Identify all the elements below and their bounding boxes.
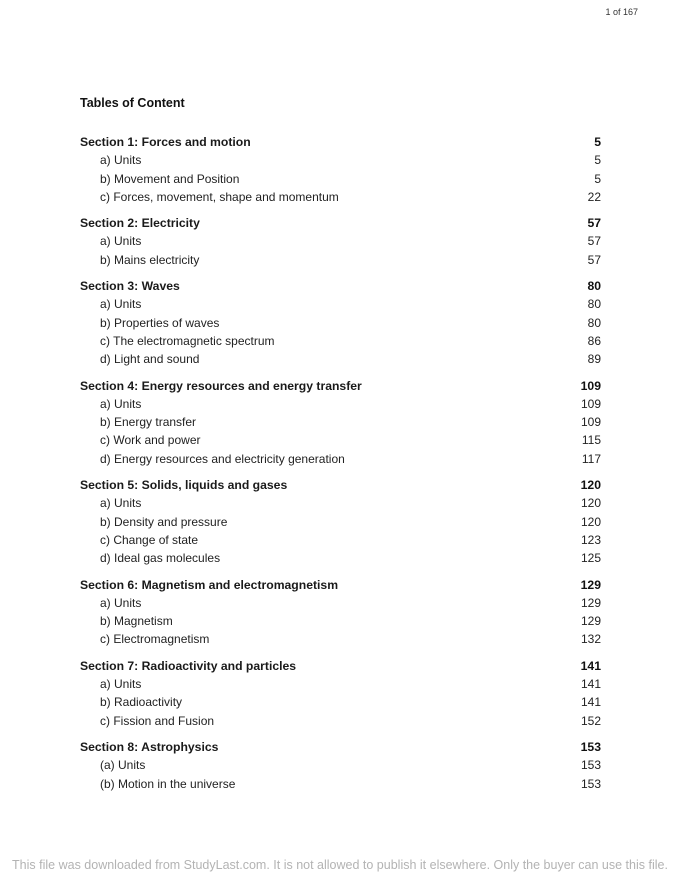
toc-entry[interactable] — [80, 549, 601, 567]
entry-page-number: 57 — [587, 252, 601, 267]
entry-label: d) Light and sound — [100, 352, 200, 367]
toc-entry[interactable] — [80, 395, 601, 413]
entry-page-number: 117 — [581, 451, 601, 466]
toc-entry[interactable] — [80, 630, 601, 648]
section-title: Section 6: Magnetism and electromagnetism — [80, 577, 339, 592]
entry-label: b) Density and pressure — [100, 514, 228, 529]
entry-page-number: 5 — [594, 171, 601, 186]
section-title: Section 5: Solids, liquids and gases — [80, 478, 288, 493]
entry-label: b) Radioactivity — [100, 695, 183, 710]
toc-section-heading[interactable] — [80, 377, 601, 395]
entry-label: b) Energy transfer — [100, 415, 197, 430]
entry-page-number: 123 — [580, 532, 601, 547]
toc-section-8 — [80, 738, 601, 793]
toc-entry[interactable] — [80, 612, 601, 630]
entry-page-number: 80 — [587, 297, 601, 312]
section-title: Section 3: Waves — [80, 279, 180, 294]
entry-page-number: 132 — [580, 632, 601, 647]
toc-list — [80, 133, 601, 801]
toc-entry[interactable] — [80, 295, 601, 313]
toc-entry[interactable] — [80, 531, 601, 549]
entry-page-number: 57 — [587, 234, 601, 249]
toc-entry[interactable] — [80, 450, 601, 468]
entry-label: a) Units — [100, 234, 142, 249]
entry-label: c) Fission and Fusion — [100, 713, 215, 728]
section-page-number: 57 — [587, 216, 601, 231]
toc-entry[interactable] — [80, 314, 601, 332]
toc-entry[interactable] — [80, 494, 601, 512]
entry-label: c) Change of state — [100, 532, 199, 547]
toc-entry[interactable] — [80, 413, 601, 431]
toc-section-heading[interactable] — [80, 657, 601, 675]
toc-title: Tables of Content — [80, 96, 185, 110]
entry-page-number: 120 — [580, 496, 601, 511]
toc-entry[interactable] — [80, 232, 601, 250]
toc-entry[interactable] — [80, 251, 601, 269]
entry-label: (a) Units — [100, 758, 146, 773]
toc-section-heading[interactable] — [80, 214, 601, 232]
toc-entry[interactable] — [80, 756, 601, 774]
toc-section-1 — [80, 133, 601, 206]
section-title: Section 1: Forces and motion — [80, 135, 251, 149]
entry-label: a) Units — [100, 153, 142, 168]
entry-label: d) Energy resources and electricity generation — [100, 451, 345, 466]
section-page-number: 129 — [580, 577, 601, 592]
entry-page-number: 141 — [580, 677, 601, 692]
entry-label: b) Properties of waves — [100, 315, 220, 330]
entry-page-number: 129 — [580, 614, 601, 629]
toc-section-6 — [80, 576, 601, 649]
section-page-number: 5 — [594, 135, 601, 149]
toc-entry[interactable] — [80, 188, 601, 206]
toc-entry[interactable] — [80, 775, 601, 793]
toc-entry[interactable] — [80, 675, 601, 693]
entry-page-number: 153 — [580, 776, 601, 791]
section-page-number: 153 — [580, 739, 601, 754]
section-page-number: 141 — [580, 658, 601, 673]
download-notice-footer: This file was downloaded from StudyLast.com. It is not allowed to publish it elsewhere. Only the buyer can use this file. — [12, 858, 668, 872]
toc-section-heading[interactable] — [80, 738, 601, 756]
entry-label: c) Work and power — [100, 433, 201, 448]
entry-page-number: 153 — [580, 758, 601, 773]
entry-page-number: 22 — [587, 189, 601, 204]
entry-label: a) Units — [100, 297, 142, 312]
entry-label: b) Movement and Position — [100, 171, 240, 186]
toc-entry[interactable] — [80, 332, 601, 350]
entry-page-number: 129 — [580, 595, 601, 610]
entry-label: (b) Motion in the universe — [100, 776, 236, 791]
entry-label: b) Mains electricity — [100, 252, 200, 267]
section-page-number: 109 — [580, 378, 601, 393]
entry-page-number: 141 — [580, 695, 601, 710]
toc-section-heading[interactable] — [80, 133, 601, 151]
section-title: Section 7: Radioactivity and particles — [80, 658, 297, 673]
toc-entry[interactable] — [80, 712, 601, 730]
entry-label: c) The electromagnetic spectrum — [100, 333, 275, 348]
toc-section-3 — [80, 277, 601, 368]
entry-label: a) Units — [100, 396, 142, 411]
entry-page-number: 125 — [580, 551, 601, 566]
entry-page-number: 152 — [580, 713, 601, 728]
entry-label: c) Forces, movement, shape and momentum — [100, 189, 339, 204]
toc-entry[interactable] — [80, 350, 601, 368]
entry-page-number: 80 — [587, 315, 601, 330]
entry-page-number: 86 — [587, 333, 601, 348]
entry-page-number: 5 — [594, 153, 601, 168]
toc-entry[interactable] — [80, 170, 601, 188]
toc-entry[interactable] — [80, 151, 601, 169]
toc-section-7 — [80, 657, 601, 730]
entry-page-number: 89 — [587, 352, 601, 367]
section-page-number: 80 — [587, 279, 601, 294]
toc-section-heading[interactable] — [80, 476, 601, 494]
entry-page-number: 115 — [581, 433, 601, 448]
entry-label: a) Units — [100, 496, 142, 511]
section-title: Section 2: Electricity — [80, 216, 200, 231]
entry-label: c) Electromagnetism — [100, 632, 210, 647]
toc-section-5 — [80, 476, 601, 567]
entry-label: d) Ideal gas molecules — [100, 551, 221, 566]
toc-entry[interactable] — [80, 693, 601, 711]
section-title: Section 4: Energy resources and energy transfer — [80, 378, 362, 393]
section-page-number: 120 — [580, 478, 601, 493]
entry-label: a) Units — [100, 677, 142, 692]
entry-label: b) Magnetism — [100, 614, 173, 629]
section-title: Section 8: Astrophysics — [80, 739, 219, 754]
toc-section-heading[interactable] — [80, 277, 601, 295]
entry-label: a) Units — [100, 595, 142, 610]
page-counter: 1 of 167 — [605, 7, 638, 17]
toc-section-2 — [80, 214, 601, 269]
toc-entry[interactable] — [80, 431, 601, 449]
toc-section-4 — [80, 377, 601, 468]
toc-section-heading[interactable] — [80, 576, 601, 594]
entry-page-number: 109 — [580, 415, 601, 430]
toc-entry[interactable] — [80, 594, 601, 612]
toc-entry[interactable] — [80, 513, 601, 531]
entry-page-number: 109 — [580, 396, 601, 411]
entry-page-number: 120 — [580, 514, 601, 529]
